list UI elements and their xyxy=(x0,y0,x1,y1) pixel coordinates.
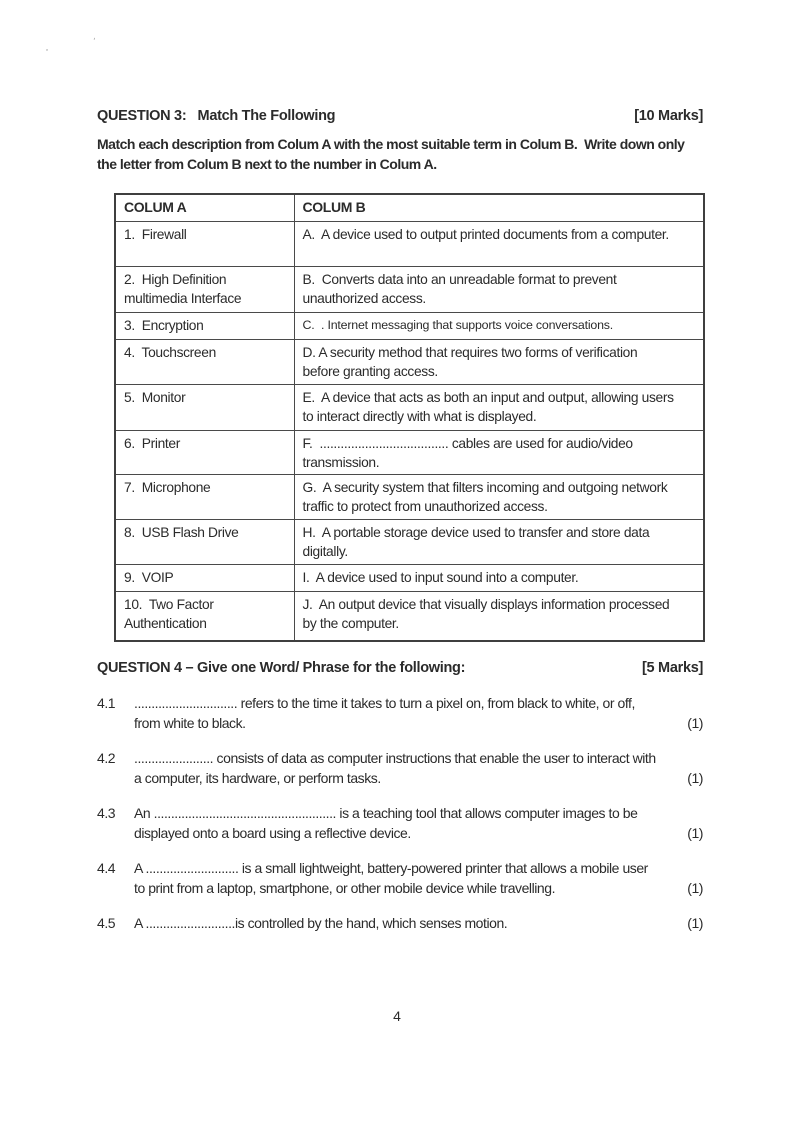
column-a-cell: 1. Firewall xyxy=(115,221,294,266)
item-text-line: to print from a laptop, smartphone, or other mobile device while travelling. xyxy=(134,879,556,896)
question4-title: QUESTION 4 – Give one Word/ Phrase for the following: xyxy=(97,660,466,676)
table-row xyxy=(115,339,704,384)
column-a-cell: 7. Microphone xyxy=(115,474,294,519)
question4-item xyxy=(97,914,703,934)
item-number: 4.1 xyxy=(97,695,116,711)
item-mark: (1) xyxy=(687,769,703,786)
table-header-row xyxy=(115,194,704,221)
column-a-cell: 9. VOIP xyxy=(115,564,294,591)
item-mark: (1) xyxy=(687,714,703,731)
item-number: 4.4 xyxy=(97,860,116,876)
item-text-line: .............................. refers to the time it takes to turn a pixel on, from black to white, or off, xyxy=(134,695,635,711)
column-b-cell: H. A portable storage device used to transfer and store data digitally. xyxy=(294,519,704,564)
item-mark: (1) xyxy=(687,824,703,841)
column-b-cell: J. An output device that visually displays information processed by the computer. xyxy=(294,591,704,641)
column-a-cell: 10. Two Factor Authentication xyxy=(115,591,294,641)
column-b-cell: E. A device that acts as both an input and output, allowing users to interact directly with what is displayed. xyxy=(294,384,704,430)
table-row xyxy=(115,564,704,591)
column-a-header: COLUM A xyxy=(115,194,294,221)
item-text-line: a computer, its hardware, or perform tasks. xyxy=(134,769,381,786)
column-b-cell: B. Converts data into an unreadable format to prevent unauthorized access. xyxy=(294,266,704,312)
item-number: 4.2 xyxy=(97,750,116,766)
question3-instructions xyxy=(97,135,703,174)
table-row xyxy=(115,474,704,519)
column-b-cell: F. ..................................... cables are used for audio/video transmission. xyxy=(294,430,704,474)
table-row xyxy=(115,384,704,430)
question3-title: QUESTION 3: Match The Following xyxy=(97,108,336,124)
question4-item xyxy=(97,804,703,843)
match-table xyxy=(114,193,705,642)
item-mark: (1) xyxy=(687,915,703,931)
question4-marks: [5 Marks] xyxy=(642,660,703,676)
table-row xyxy=(115,221,704,266)
scan-artifact: ' xyxy=(91,35,96,47)
column-a-cell: 3. Encryption xyxy=(115,312,294,339)
column-b-cell: D. A security method that requires two forms of verification before granting access. xyxy=(294,339,704,384)
column-a-cell: 8. USB Flash Drive xyxy=(115,519,294,564)
question4-item xyxy=(97,859,703,898)
item-text-line: A ..........................is controlled by the hand, which senses motion. xyxy=(134,915,508,931)
column-b-cell: C. . Internet messaging that supports voice conversations. xyxy=(294,312,704,339)
question3-header xyxy=(97,106,703,126)
item-text-line: from white to black. xyxy=(134,714,246,731)
item-text-line: A ........................... is a small lightweight, battery-powered printer that allows a mobile user xyxy=(134,860,648,876)
instruction-line: Match each description from Colum A with the most suitable term in Colum B. Write down only xyxy=(97,136,685,152)
column-b-cell: G. A security system that filters incoming and outgoing network traffic to protect from unauthorized access. xyxy=(294,474,704,519)
column-a-cell: 2. High Definition multimedia Interface xyxy=(115,266,294,312)
instruction-line: the letter from Colum B next to the number in Colum A. xyxy=(97,155,437,172)
column-a-cell: 4. Touchscreen xyxy=(115,339,294,384)
table-row xyxy=(115,519,704,564)
column-b-header: COLUM B xyxy=(294,194,704,221)
item-text-line: displayed onto a board using a reflective device. xyxy=(134,824,411,841)
item-number: 4.5 xyxy=(97,915,116,931)
item-mark: (1) xyxy=(687,879,703,896)
item-text-line: ....................... consists of data as computer instructions that enable the user to interact with xyxy=(134,750,656,766)
question4-header xyxy=(97,658,703,678)
table-row xyxy=(115,430,704,474)
scan-artifact: " xyxy=(45,48,49,57)
question3-marks: [10 Marks] xyxy=(634,108,703,124)
table-row xyxy=(115,591,704,641)
question4-item xyxy=(97,694,703,733)
page-number: 4 xyxy=(393,1008,401,1024)
column-a-cell: 6. Printer xyxy=(115,430,294,474)
item-number: 4.3 xyxy=(97,805,116,821)
question4-item xyxy=(97,749,703,788)
column-a-cell: 5. Monitor xyxy=(115,384,294,430)
page-content xyxy=(97,106,703,934)
table-row xyxy=(115,266,704,312)
item-text-line: An ..................................................... is a teaching tool that allows computer images to be xyxy=(134,805,638,821)
column-b-cell: I. A device used to input sound into a computer. xyxy=(294,564,704,591)
table-row xyxy=(115,312,704,339)
column-b-cell: A. A device used to output printed documents from a computer. xyxy=(294,221,704,266)
